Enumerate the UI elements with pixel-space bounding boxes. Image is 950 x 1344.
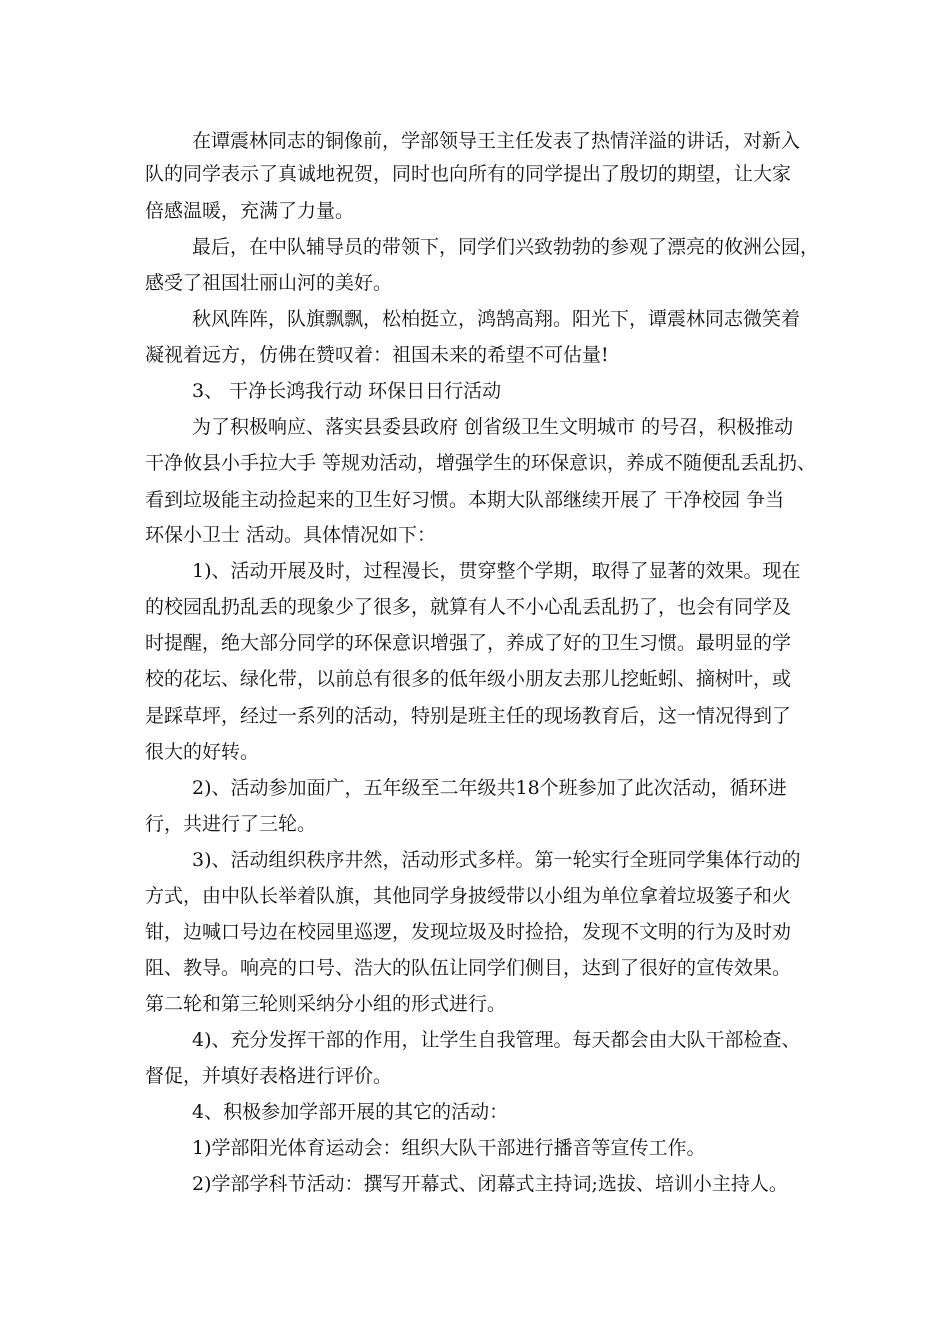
- section-heading: 4、积极参加学部开展的其它的活动：: [192, 1101, 509, 1123]
- text-line: 在谭震林同志的铜像前，学部领导王主任发表了热情洋溢的讲话，对新入: [192, 130, 801, 152]
- text-line: 环保小卫士 活动。具体情况如下：: [145, 524, 437, 546]
- text-line: 是踩草坪，经过一系列的活动，特别是班主任的现场教育后，这一情况得到了: [145, 705, 792, 727]
- text-line: 倍感温暖，充满了力量。: [145, 200, 355, 222]
- text-line: 队的同学表示了真诚地祝贺，同时也向所有的同学提出了殷切的期望，让大家: [145, 163, 792, 185]
- text-line: 3)、活动组织秩序井然，活动形式多样。第一轮实行全班同学集体行动的: [192, 849, 801, 871]
- text-line: 2)、活动参加面广，五年级至二年级共18个班参加了此次活动，循环进: [192, 777, 787, 799]
- text-line: 看到垃圾能主动捡起来的卫生好习惯。本期大队部继续开展了 干净校园 争当: [145, 489, 785, 511]
- text-line: 秋风阵阵，队旗飘飘，松柏挺立，鸿鹄高翔。阳光下，谭震林同志微笑着: [192, 308, 801, 330]
- text-line: 1)学部阳光体育运动会：组织大队干部进行播音等宣传工作。: [192, 1137, 706, 1159]
- text-line: 的校园乱扔乱丢的现象少了很多，就算有人不小心乱丢乱扔了，也会有同学及: [145, 596, 792, 618]
- text-line: 钳，边喊口号边在校园里巡逻，发现垃圾及时捡拾，发现不文明的行为及时劝: [145, 921, 792, 943]
- text-line: 很大的好转。: [145, 741, 260, 763]
- text-line: 时提醒，绝大部分同学的环保意识增强了，养成了好的卫生习惯。最明显的学: [145, 632, 792, 654]
- text-line: 凝视着远方，仿佛在赞叹着：祖国未来的希望不可估量!: [145, 344, 609, 366]
- text-line: 感受了祖国壮丽山河的美好。: [145, 272, 393, 294]
- text-line: 阻、教导。响亮的口号、浩大的队伍让同学们侧目，达到了很好的宣传效果。: [145, 957, 792, 979]
- text-line: 第二轮和第三轮则采纳分小组的形式进行。: [145, 993, 507, 1015]
- text-line: 2)学部学科节活动：撰写开幕式、闭幕式主持词;选拔、培训小主持人。: [192, 1173, 788, 1195]
- text-line: 督促，并填好表格进行评价。: [145, 1065, 393, 1087]
- text-line: 最后，在中队辅导员的带领下，同学们兴致勃勃的参观了漂亮的攸洲公园，: [192, 236, 820, 258]
- text-line: 为了积极响应、落实县委县政府 创省级卫生文明城市 的号召，积极推动: [192, 416, 794, 438]
- text-line: 校的花坛、绿化带，以前总有很多的低年级小朋友去那儿挖蚯蚓、摘树叶，或: [145, 668, 792, 690]
- text-line: 4)、充分发挥干部的作用，让学生自我管理。每天都会由大队干部检查、: [192, 1029, 801, 1051]
- section-heading: 3、 干净长鸿我行动 环保日日行活动: [192, 380, 502, 402]
- text-line: 行，共进行了三轮。: [145, 813, 317, 835]
- text-line: 方式，由中队长举着队旗，其他同学身披绶带以小组为单位拿着垃圾篓子和火: [145, 885, 792, 907]
- text-line: 1)、活动开展及时，过程漫长，贯穿整个学期，取得了显著的效果。现在: [192, 560, 801, 582]
- text-line: 干净攸县小手拉大手 等规劝活动，增强学生的环保意识，养成不随便乱丢乱扔、: [145, 452, 817, 474]
